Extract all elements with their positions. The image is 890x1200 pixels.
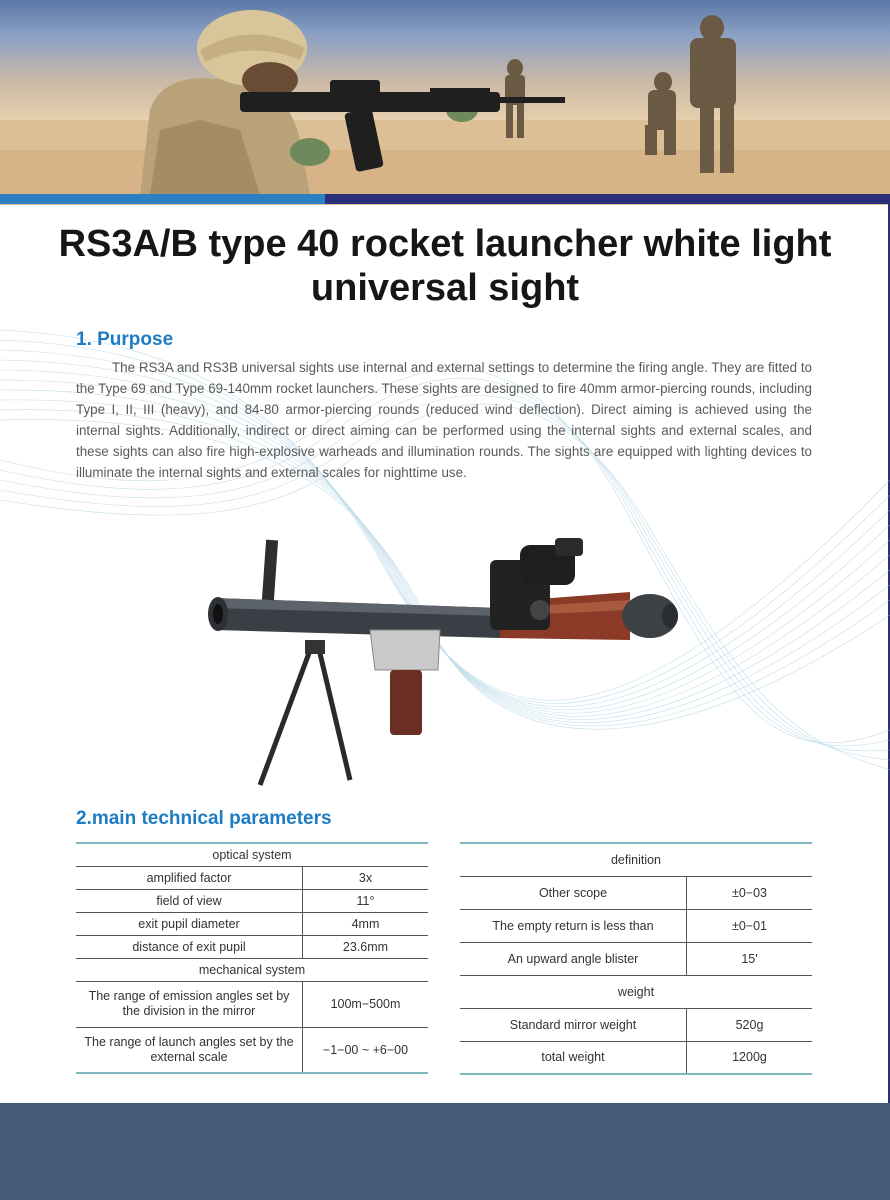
left-spec-table bbox=[76, 842, 428, 1074]
purpose-paragraph: The RS3A and RS3B universal sights use internal and external settings to determine the firing angle. They are fitted to the Type 69 and Type 69-140mm rocket launchers. These sights are designed to fire 40mm armor-piercing rounds, including Type I, II, III (heavy), and 84-80 armor-piercing rounds (reduced wind deflection). Direct aiming is achieved using the internal sights. Additionally, indirect or direct aiming can be performed using the internal sights and external scales, and these sights can also fire high-explosive warheads and illumination rounds. The sights are equipped with lighting devices to illuminate the internal sights and external scales for nighttime use. bbox=[76, 360, 812, 480]
param-label: exit pupil diameter bbox=[76, 912, 303, 935]
param-value: 1200g bbox=[687, 1041, 813, 1074]
table-row bbox=[460, 942, 812, 975]
param-label: total weight bbox=[460, 1041, 687, 1074]
param-value: 100m−500m bbox=[303, 981, 429, 1027]
param-label: distance of exit pupil bbox=[76, 935, 303, 958]
footer-band bbox=[0, 1103, 890, 1200]
param-value: 15' bbox=[687, 942, 813, 975]
param-label: amplified factor bbox=[76, 866, 303, 889]
param-label: field of view bbox=[76, 889, 303, 912]
param-label: An upward angle blister bbox=[460, 942, 687, 975]
rocket-launcher-photo bbox=[200, 530, 690, 795]
mechanical-system-header: mechanical system bbox=[76, 958, 428, 981]
table-row bbox=[76, 889, 428, 912]
banner-stripe-dark bbox=[325, 194, 890, 204]
table-row bbox=[76, 1027, 428, 1073]
param-value: ±0−03 bbox=[687, 876, 813, 909]
param-value: 3x bbox=[303, 866, 429, 889]
soldiers-photo bbox=[0, 0, 890, 195]
definition-header: definition bbox=[460, 843, 812, 876]
section-heading-purpose: 1. Purpose bbox=[76, 329, 174, 350]
table-row bbox=[460, 1008, 812, 1041]
table-header-row bbox=[460, 843, 812, 876]
section-heading-parameters: 2.main technical parameters bbox=[76, 808, 332, 829]
page-title: RS3A/B type 40 rocket launcher white light universal sight bbox=[58, 223, 832, 309]
right-spec-table bbox=[460, 842, 812, 1075]
header-banner bbox=[0, 0, 890, 205]
param-label: Other scope bbox=[460, 876, 687, 909]
table-header-row bbox=[460, 975, 812, 1008]
table-header-row bbox=[76, 958, 428, 981]
table-header-row bbox=[76, 843, 428, 866]
weight-header: weight bbox=[460, 975, 812, 1008]
table-row bbox=[76, 935, 428, 958]
table-row bbox=[460, 909, 812, 942]
table-row bbox=[76, 866, 428, 889]
param-value: 4mm bbox=[303, 912, 429, 935]
param-value: 11° bbox=[303, 889, 429, 912]
table-row bbox=[76, 912, 428, 935]
banner-stripe-light bbox=[0, 194, 325, 204]
param-value: 23.6mm bbox=[303, 935, 429, 958]
param-value: 520g bbox=[687, 1008, 813, 1041]
param-label: The empty return is less than bbox=[460, 909, 687, 942]
table-row bbox=[76, 981, 428, 1027]
param-label: The range of launch angles set by the external scale bbox=[76, 1027, 303, 1073]
param-label: The range of emission angles set by the division in the mirror bbox=[76, 981, 303, 1027]
table-row bbox=[460, 876, 812, 909]
optical-system-header: optical system bbox=[76, 843, 428, 866]
param-value: ±0−01 bbox=[687, 909, 813, 942]
param-value: −1−00 ~ +6−00 bbox=[303, 1027, 429, 1073]
param-label: Standard mirror weight bbox=[460, 1008, 687, 1041]
table-row bbox=[460, 1041, 812, 1074]
